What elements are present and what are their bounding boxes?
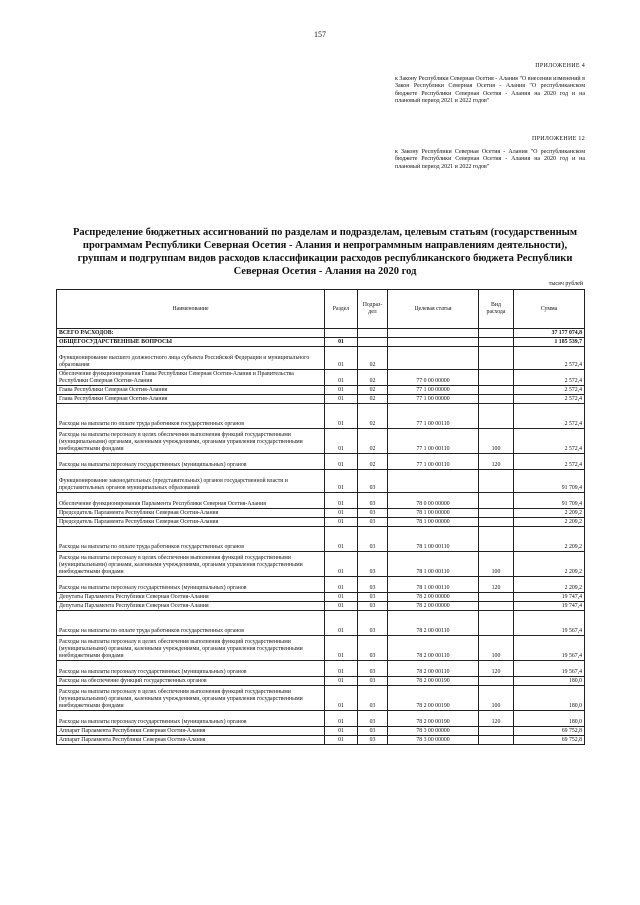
table-row [57, 395, 585, 404]
cell-sum: 2 209,2 [514, 577, 585, 593]
cell-sum: 69 752,8 [514, 727, 585, 736]
cell-section: 01 [325, 509, 358, 518]
cell-name: Глава Республики Северная Осетия-Алания [57, 386, 325, 395]
cell-subsection: 03 [358, 677, 388, 686]
header-expense-type: Вид расхода [479, 290, 514, 329]
cell-subsection: 03 [358, 552, 388, 577]
cell-section: 01 [325, 602, 358, 611]
cell-target: 78 1 00 00000 [388, 509, 479, 518]
cell-section: 01 [325, 611, 358, 636]
cell-name: Расходы на выплаты персоналу государственных (муниципальных) органов [57, 711, 325, 727]
cell-section: 01 [325, 404, 358, 429]
table-row [57, 552, 585, 577]
cell-section: 01 [325, 593, 358, 602]
cell-section: 01 [325, 711, 358, 727]
table-row [57, 404, 585, 429]
cell-name: Депутаты Парламента Республики Северная Осетия-Алания [57, 593, 325, 602]
table-row [57, 677, 585, 686]
cell-name: Обеспечение функционирования Главы Республики Северная Осетия-Алания и Правительства Республики Северная Осетия-Алания [57, 370, 325, 386]
header-section: Раздел [325, 290, 358, 329]
table-row [57, 329, 585, 338]
cell-subsection [358, 329, 388, 338]
budget-table [56, 289, 585, 745]
cell-target: 77 1 00 00000 [388, 395, 479, 404]
cell-section: 01 [325, 429, 358, 454]
cell-sum: 2 572,4 [514, 386, 585, 395]
cell-section: 01 [325, 470, 358, 493]
table-row [57, 370, 585, 386]
cell-subsection: 03 [358, 527, 388, 552]
cell-target: 78 3 00 00000 [388, 727, 479, 736]
cell-expense-type [479, 593, 514, 602]
cell-section: 01 [325, 386, 358, 395]
cell-name: Расходы на обеспечение функций государственных органов [57, 677, 325, 686]
cell-target: 78 1 00 00110 [388, 577, 479, 593]
cell-sum: 2 209,2 [514, 552, 585, 577]
cell-subsection: 03 [358, 686, 388, 711]
table-row [57, 386, 585, 395]
cell-name: ВСЕГО РАСХОДОВ: [57, 329, 325, 338]
cell-expense-type [479, 470, 514, 493]
cell-subsection: 03 [358, 470, 388, 493]
cell-subsection: 03 [358, 636, 388, 661]
cell-sum: 180,0 [514, 677, 585, 686]
cell-name: Функционирование высшего должностного лица субъекта Российской Федерации и муниципального образования [57, 347, 325, 370]
table-row [57, 493, 585, 509]
cell-name: Расходы на выплаты персоналу в целях обеспечения выполнения функций государственными (муниципальными) органами, казенными учреждениями, органами управления государственными внебюджетными фондами [57, 552, 325, 577]
cell-target: 78 2 00 00000 [388, 593, 479, 602]
cell-section: 01 [325, 686, 358, 711]
cell-expense-type [479, 727, 514, 736]
cell-name: Депутаты Парламента Республики Северная Осетия-Алания [57, 602, 325, 611]
cell-target: 78 0 00 00000 [388, 493, 479, 509]
cell-target: 78 2 00 00110 [388, 661, 479, 677]
cell-subsection: 02 [358, 429, 388, 454]
cell-name: Обеспечение функционирования Парламента Республики Северная Осетия-Алания [57, 493, 325, 509]
cell-sum: 180,0 [514, 686, 585, 711]
cell-sum: 19 567,4 [514, 661, 585, 677]
header-name: Наименование [57, 290, 325, 329]
table-body [57, 329, 585, 745]
table-row [57, 736, 585, 745]
cell-section: 01 [325, 347, 358, 370]
cell-expense-type [479, 329, 514, 338]
appendix-4-title: ПРИЛОЖЕНИЕ 4 [535, 63, 585, 69]
units-label: тысяч рублей [548, 281, 583, 287]
cell-target: 77 1 00 00110 [388, 454, 479, 470]
cell-section: 01 [325, 727, 358, 736]
cell-sum: 180,0 [514, 711, 585, 727]
cell-sum: 2 572,4 [514, 347, 585, 370]
table-row [57, 338, 585, 347]
cell-name: Функционирование законодательных (представительных) органов государственной власти и представительных органов муниципальных образований [57, 470, 325, 493]
cell-subsection: 02 [358, 386, 388, 395]
cell-name: Аппарат Парламента Республики Северная Осетия-Алания [57, 736, 325, 745]
cell-sum: 19 567,4 [514, 611, 585, 636]
cell-expense-type [479, 509, 514, 518]
cell-target: 78 2 00 00110 [388, 636, 479, 661]
cell-expense-type [479, 404, 514, 429]
cell-section: 01 [325, 736, 358, 745]
cell-sum: 2 209,2 [514, 509, 585, 518]
cell-sum: 2 572,4 [514, 429, 585, 454]
cell-sum: 37 177 074,8 [514, 329, 585, 338]
table-row [57, 509, 585, 518]
cell-sum: 19 747,4 [514, 593, 585, 602]
cell-target: 78 3 00 00000 [388, 736, 479, 745]
cell-subsection: 03 [358, 509, 388, 518]
cell-section: 01 [325, 577, 358, 593]
cell-sum: 91 709,4 [514, 493, 585, 509]
cell-name: Расходы на выплаты по оплате труда работников государственных органов [57, 527, 325, 552]
table-row [57, 611, 585, 636]
cell-target [388, 338, 479, 347]
cell-subsection: 03 [358, 593, 388, 602]
cell-target: 77 1 00 00110 [388, 404, 479, 429]
cell-name: Аппарат Парламента Республики Северная Осетия-Алания [57, 727, 325, 736]
cell-sum: 91 709,4 [514, 470, 585, 493]
cell-section: 01 [325, 370, 358, 386]
cell-expense-type [479, 736, 514, 745]
appendix-12-text: к Закону Республики Северная Осетия - Алания "О республиканском бюджете Республики Северная Осетия - Алания на 2020 год и на плановый период 2021 и 2022 годов" [395, 148, 585, 170]
table-row [57, 727, 585, 736]
cell-target: 78 2 00 00190 [388, 686, 479, 711]
table-row [57, 527, 585, 552]
page-number: 157 [314, 30, 326, 39]
cell-name: Председатель Парламента Республики Северная Осетия-Алания [57, 509, 325, 518]
cell-target: 77 0 00 00000 [388, 370, 479, 386]
cell-subsection: 03 [358, 727, 388, 736]
cell-section: 01 [325, 527, 358, 552]
table-row [57, 347, 585, 370]
header-sum: Сумма [514, 290, 585, 329]
cell-section [325, 329, 358, 338]
header-target: Целевая статья [388, 290, 479, 329]
cell-section: 01 [325, 493, 358, 509]
cell-expense-type: 100 [479, 429, 514, 454]
cell-target: 77 1 00 00000 [388, 386, 479, 395]
cell-section: 01 [325, 454, 358, 470]
cell-expense-type: 100 [479, 686, 514, 711]
cell-subsection: 03 [358, 577, 388, 593]
cell-subsection: 03 [358, 493, 388, 509]
cell-target: 78 1 00 00110 [388, 552, 479, 577]
table-row [57, 454, 585, 470]
table-row [57, 593, 585, 602]
cell-section: 01 [325, 661, 358, 677]
cell-target: 78 2 00 00190 [388, 677, 479, 686]
appendix-4-text: к Закону Республики Северная Осетия - Алания "О внесении изменений в Закон Республики Северная Осетия - Алания "О республиканском бюджете Республики Северная Осетия - Алания на 2020 год и на плановый период 2021 и 2022 годов" [395, 75, 585, 105]
table-row [57, 661, 585, 677]
cell-name: Расходы на выплаты персоналу в целях обеспечения выполнения функций государственными (муниципальными) органами, казенными учреждениями, органами управления государственными внебюджетными фондами [57, 429, 325, 454]
document-title: Распределение бюджетных ассигнований по разделам и подразделам, целевым статьям (государственным программам Республики Северная Осетия - Алания и непрограммным направлениям деятельности), группам и подгруппам видов расходов классификации расходов республиканского бюджета Республики Северная Осетия - Алания на 2020 год [72, 227, 578, 277]
cell-sum: 69 752,8 [514, 736, 585, 745]
cell-section: 01 [325, 395, 358, 404]
appendix-12-block [395, 136, 585, 171]
table-row [57, 711, 585, 727]
table-row [57, 636, 585, 661]
cell-name: Расходы на выплаты по оплате труда работников государственных органов [57, 611, 325, 636]
cell-target [388, 329, 479, 338]
cell-target: 78 1 00 00000 [388, 518, 479, 527]
cell-expense-type: 120 [479, 711, 514, 727]
cell-name: Расходы на выплаты по оплате труда работников государственных органов [57, 404, 325, 429]
cell-sum: 2 572,4 [514, 370, 585, 386]
cell-name: Председатель Парламента Республики Северная Осетия-Алания [57, 518, 325, 527]
cell-name: Расходы на выплаты персоналу государственных (муниципальных) органов [57, 454, 325, 470]
cell-expense-type [479, 347, 514, 370]
cell-name: Расходы на выплаты персоналу в целях обеспечения выполнения функций государственными (муниципальными) органами, казенными учреждениями, органами управления государственными внебюджетными фондами [57, 636, 325, 661]
cell-sum: 1 185 539,7 [514, 338, 585, 347]
cell-sum: 2 209,2 [514, 518, 585, 527]
appendix-12-title: ПРИЛОЖЕНИЕ 12 [531, 136, 585, 142]
header-subsection: Подраз- дел [358, 290, 388, 329]
cell-subsection: 03 [358, 611, 388, 636]
cell-target [388, 470, 479, 493]
cell-expense-type: 100 [479, 552, 514, 577]
cell-expense-type [479, 602, 514, 611]
cell-name: Расходы на выплаты персоналу государственных (муниципальных) органов [57, 661, 325, 677]
cell-section: 01 [325, 677, 358, 686]
cell-expense-type [479, 370, 514, 386]
cell-expense-type: 120 [479, 454, 514, 470]
cell-target: 78 1 00 00110 [388, 527, 479, 552]
cell-target [388, 347, 479, 370]
cell-expense-type: 100 [479, 636, 514, 661]
cell-sum: 2 572,4 [514, 395, 585, 404]
cell-sum: 19 567,4 [514, 636, 585, 661]
cell-subsection: 02 [358, 395, 388, 404]
table-row [57, 686, 585, 711]
cell-expense-type [479, 677, 514, 686]
table-row [57, 602, 585, 611]
cell-section: 01 [325, 552, 358, 577]
cell-name: Расходы на выплаты персоналу в целях обеспечения выполнения функций государственными (муниципальными) органами, казенными учреждениями, органами управления государственными внебюджетными фондами [57, 686, 325, 711]
cell-name: ОБЩЕГОСУДАРСТВЕННЫЕ ВОПРОСЫ [57, 338, 325, 347]
cell-expense-type [479, 493, 514, 509]
cell-expense-type: 120 [479, 661, 514, 677]
table-row [57, 577, 585, 593]
cell-section: 01 [325, 338, 358, 347]
cell-sum: 19 747,4 [514, 602, 585, 611]
cell-subsection: 03 [358, 661, 388, 677]
cell-expense-type [479, 395, 514, 404]
cell-subsection: 02 [358, 370, 388, 386]
table-row [57, 470, 585, 493]
cell-subsection: 03 [358, 736, 388, 745]
cell-section: 01 [325, 518, 358, 527]
cell-expense-type [479, 611, 514, 636]
cell-sum: 2 209,2 [514, 527, 585, 552]
cell-section: 01 [325, 636, 358, 661]
cell-subsection: 02 [358, 347, 388, 370]
cell-subsection: 02 [358, 454, 388, 470]
cell-subsection: 03 [358, 518, 388, 527]
cell-expense-type [479, 518, 514, 527]
cell-expense-type: 120 [479, 577, 514, 593]
cell-name: Расходы на выплаты персоналу государственных (муниципальных) органов [57, 577, 325, 593]
table-row [57, 518, 585, 527]
cell-subsection: 03 [358, 711, 388, 727]
appendix-4-block [395, 63, 585, 106]
cell-name: Глава Республики Северная Осетия-Алания [57, 395, 325, 404]
cell-sum: 2 572,4 [514, 404, 585, 429]
cell-subsection: 03 [358, 602, 388, 611]
cell-target: 78 2 00 00190 [388, 711, 479, 727]
cell-subsection [358, 338, 388, 347]
table-row [57, 429, 585, 454]
cell-expense-type [479, 386, 514, 395]
cell-expense-type [479, 338, 514, 347]
cell-target: 78 2 00 00000 [388, 602, 479, 611]
cell-expense-type [479, 527, 514, 552]
cell-sum: 2 572,4 [514, 454, 585, 470]
table-header-row [57, 290, 585, 329]
cell-subsection: 02 [358, 404, 388, 429]
cell-target: 78 2 00 00110 [388, 611, 479, 636]
cell-target: 77 1 00 00110 [388, 429, 479, 454]
